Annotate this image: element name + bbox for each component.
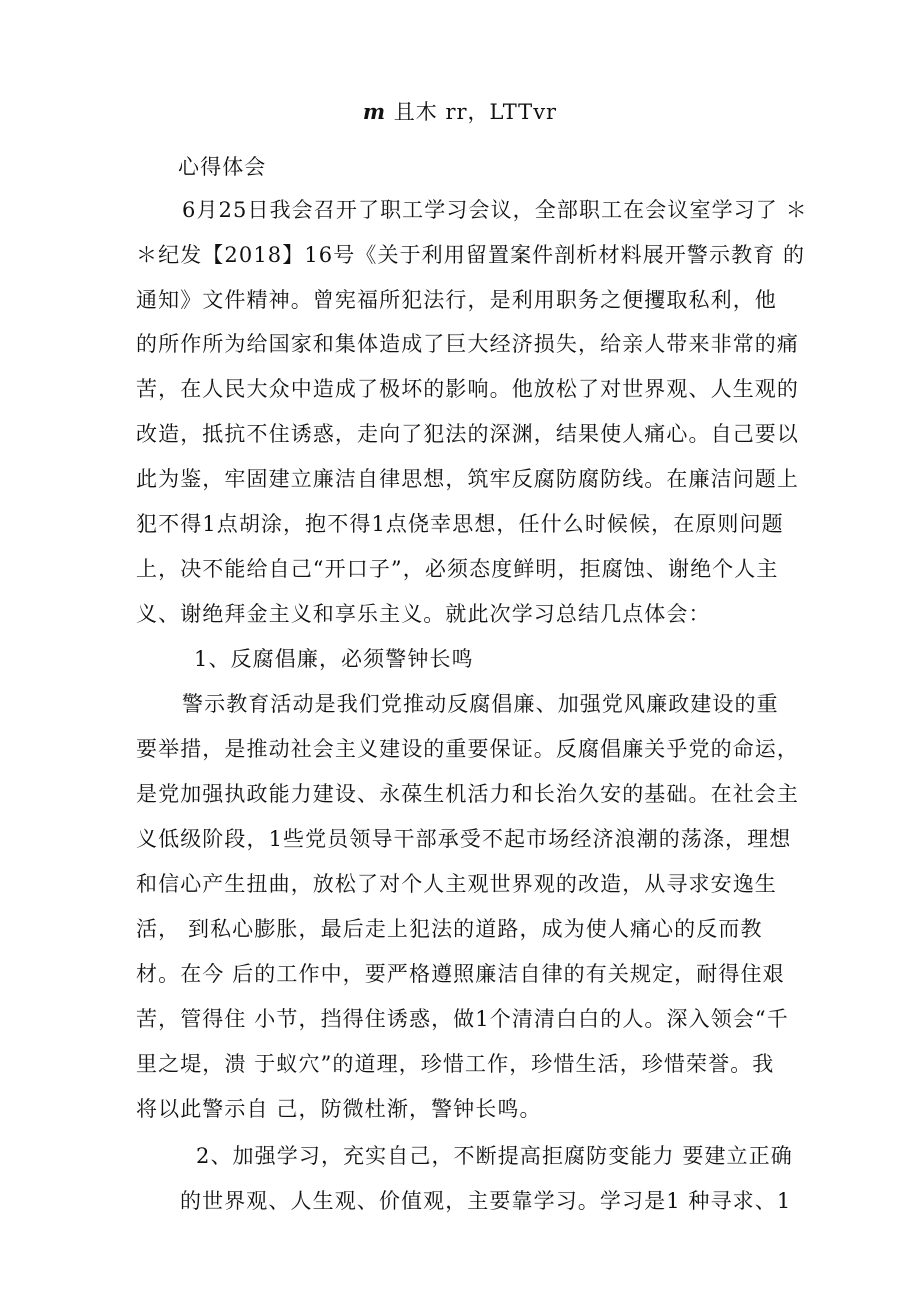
- paragraph-line: 警示教育活动是我们党推动反腐倡廉、加强党风廉政建设的重: [182, 692, 779, 716]
- paragraph-line: 6月25日我会召开了职工学习会议，全部职工在会议室学习了 ＊: [182, 198, 808, 222]
- page-header: [0, 96, 920, 126]
- paragraph-line: 和信心产生扭曲，放松了对个人主观世界观的改造，从寻求安逸生: [136, 872, 777, 896]
- paragraph-line: 要举措，是推动社会主义建设的重要保证。反腐倡廉关乎党的命运，: [136, 737, 799, 761]
- paragraph-line: 苦，在人民大众中造成了极坏的影响。他放松了对世界观、人生观的: [136, 377, 799, 401]
- paragraph-line: 义、谢绝拜金主义和享乐主义。就此次学习总结几点体会：: [136, 602, 711, 626]
- paragraph-line: 义低级阶段，1些党员领导干部承受不起市场经济浪潮的荡涤，理想: [136, 827, 792, 851]
- paragraph-line: 上，决不能给自己“开口子”，必须态度鲜明，拒腐蚀、谢绝个人主: [136, 557, 779, 581]
- paragraph-line: 是党加强执政能力建设、永葆生机活力和长治久安的基础。在社会主: [136, 782, 799, 806]
- section-heading-2: 2、加强学习，充实自己，不断提高拒腐防变能力 要建立正确: [196, 1144, 793, 1168]
- paragraph-line: 此为鉴，牢固建立廉洁自律思想，筑牢反腐防腐防线。在廉洁问题上: [136, 467, 799, 491]
- paragraph-line: ＊纪发【2018】16号《关于利用留置案件剖析材料展开警示教育 的: [136, 243, 806, 267]
- paragraph-line: 里之堤，溃 于蚁穴”的道理，珍惜工作，珍惜生活，珍惜荣誉。我: [136, 1052, 775, 1076]
- header-text: 且木 rr，LTTvr: [386, 100, 558, 124]
- paragraph-line: 的所作所为给国家和集体造成了巨大经济损失，给亲人带来非常的痛: [136, 332, 799, 356]
- section-heading-1: 1、反腐倡廉，必须警钟长鸣: [194, 647, 474, 671]
- paragraph-line: 将以此警示自 己，防微杜渐，警钟长鸣。: [136, 1097, 542, 1121]
- paragraph-line: 犯不得1点胡涂，抱不得1点侥幸思想，任什么时候候，在原则问题: [136, 512, 784, 536]
- paragraph-line: 的世界观、人生观、价值观，主要靠学习。学习是1 种寻求、1: [180, 1189, 792, 1213]
- paragraph-line: 改造，抵抗不住诱惑，走向了犯法的深渊，结果使人痛心。自己要以: [136, 422, 799, 446]
- paragraph-line: 材。在今 后的工作中，要严格遵照廉洁自律的有关规定，耐得住艰: [136, 962, 785, 986]
- header-mark: m: [362, 99, 387, 124]
- document-title: 心得体会: [178, 155, 267, 179]
- paragraph-line: 苦，管得住 小节，挡得住诱惑，做1个清清白白的人。深入领会“千: [136, 1007, 789, 1031]
- paragraph-line: 活， 到私心膨胀，最后走上犯法的道路，成为使人痛心的反而教: [136, 917, 763, 941]
- paragraph-line: 通知》文件精神。曾宪福所犯法行，是利用职务之便攫取私利，他: [136, 288, 777, 312]
